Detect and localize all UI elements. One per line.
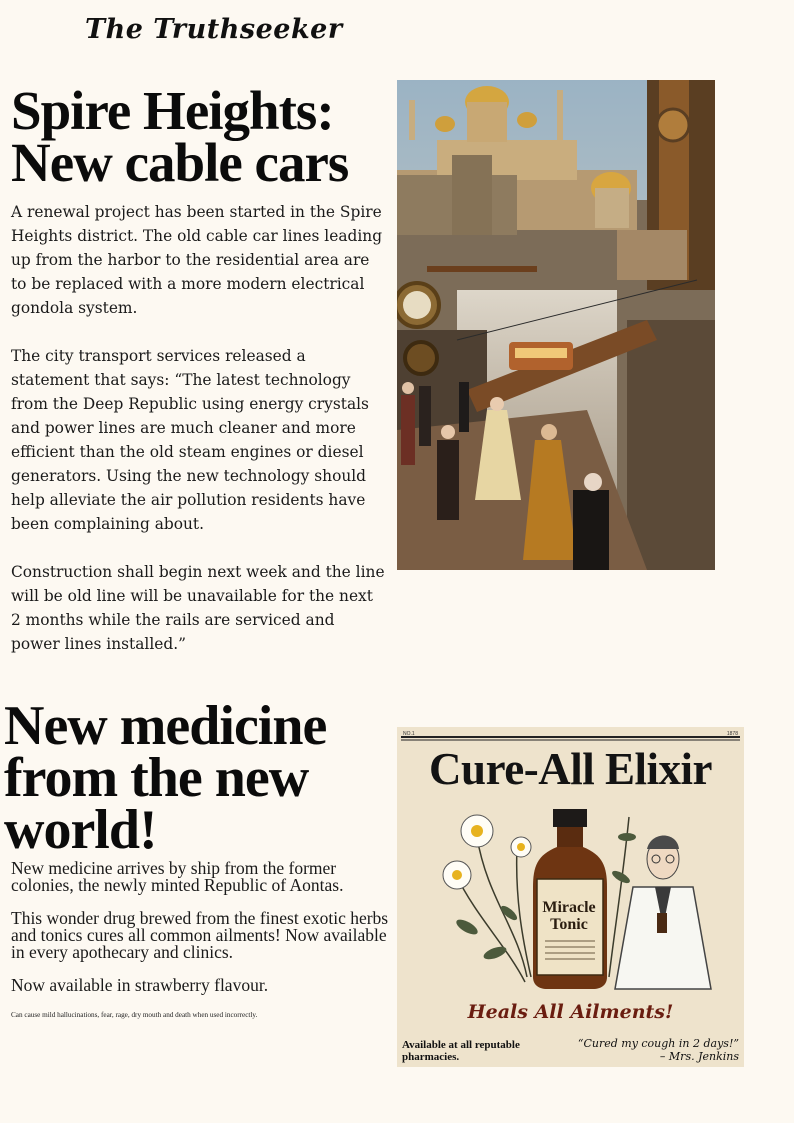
article-1-paragraph: The city transport services released a statement that says: “The latest technology from the Deep Republic using energy crystals and power lines are much cleaner and more efficient than the old steam engines or diesel generators. Using the new technology should help alleviate the air pollution residents have been complaining about. (11, 347, 369, 533)
elixir-advertisement: NO.1 1878 Cure-All Elixir Miracle Tonic Heals All Ailments! Available at all reputable pharmacies. “Cured my cough in 2 days!” – Mrs. Jenkins (397, 727, 744, 1067)
article-2-headline: New medicine from the new world! (4, 695, 327, 861)
ad-title: Cure-All Elixir (429, 744, 712, 794)
cable-car-city-illustration (397, 80, 715, 570)
article-1-body (11, 200, 387, 680)
article-2-body (11, 860, 391, 1010)
article-1-headline: Spire Heights: New cable cars (11, 80, 349, 193)
bottle-label: Miracle Tonic (542, 899, 596, 933)
testimonial-author: – Mrs. Jenkins (659, 1050, 739, 1063)
article-1-paragraph: A renewal project has been started in the Spire Heights district. The old cable car lines leading up from the harbor to the residential area are to be replaced with a more modern electrical gondola system. (11, 203, 383, 317)
testimonial-quote: “Cured my cough in 2 days!” (577, 1037, 739, 1050)
article-2-paragraph: Now available in strawberry flavour. (11, 975, 269, 995)
ad-testimonial (577, 1037, 739, 1063)
article-1-paragraph: Construction shall begin next week and the line will be old line will be unavailable for the next 2 months while the rails are serviced and power lines installed.” (11, 563, 385, 653)
article-2-paragraph: New medicine arrives by ship from the former colonies, the newly minted Republic of Aontas. (11, 858, 344, 895)
article-2-paragraph: This wonder drug brewed from the finest exotic herbs and tonics cures all common ailments! Now available in every apothecary and clinics. (11, 908, 389, 962)
masthead: The Truthseeker (85, 14, 343, 45)
ad-availability: Available at all reputable pharmacies. (402, 1039, 520, 1063)
side-effects-fine-print: Can cause mild hallucinations, fear, rage, dry mouth and death when used incorrectly. (11, 1011, 258, 1019)
ad-tagline: Heals All Ailments! (467, 1001, 674, 1023)
